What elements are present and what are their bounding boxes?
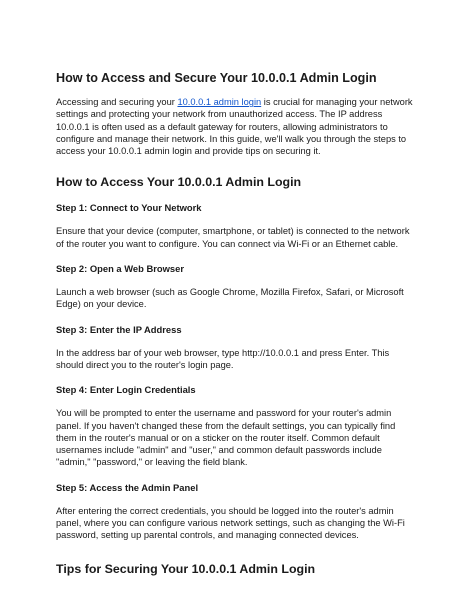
step-5-title: Step 5: Access the Admin Panel [56,481,199,493]
step-2-body: Launch a web browser (such as Google Chrome, Mozilla Firefox, Safari, or Microsoft Edge) on your device. [56,287,404,310]
step-1-body: Ensure that your device (computer, smartphone, or tablet) is connected to the network of the router you want to configure. You can connect via Wi-Fi or an Ethernet cable. [56,226,410,249]
intro-text-after: is crucial for managing your network settings and protecting your network from unauthorized access. The IP address 10.0.0.1 is often used as a default gateway for routers, allowing administrators to configure and manage their network. In this guide, we'll walk you through the steps to access your 10.0.0.1 admin login and provide tips on securing it. [56,97,413,157]
section-title-access: How to Access Your 10.0.0.1 Admin Login [56,175,302,190]
step-4-body: You will be prompted to enter the username and password for your router's admin panel. If you haven't changed these from the default settings, you can typically find them in the router's manual or on a sticker on the router itself. Common default usernames include "admin" and "user," and common default passwords include "admin," "password," or leaving the field blank. [56,408,396,468]
step-1-title: Step 1: Connect to Your Network [56,202,202,214]
intro-text-before: Accessing and securing your [56,97,178,107]
admin-login-link[interactable]: 10.0.0.1 admin login [177,97,262,107]
step-2-title: Step 2: Open a Web Browser [56,263,184,275]
intro-paragraph [56,96,418,157]
step-5-body: After entering the correct credentials, you should be logged into the router's admin panel, where you can configure various network settings, such as changing the Wi-Fi password, setting up parental controls, and managing connected devices. [56,505,405,541]
document-title: How to Access and Secure Your 10.0.0.1 Admin Login [56,71,377,85]
step-3-body: In the address bar of your web browser, type http://10.0.0.1 and press Enter. This should direct you to the router's login page. [56,347,390,370]
step-3-title: Step 3: Enter the IP Address [56,323,182,335]
step-4-title: Step 4: Enter Login Credentials [56,384,196,396]
section-title-tips: Tips for Securing Your 10.0.0.1 Admin Login [56,561,316,576]
